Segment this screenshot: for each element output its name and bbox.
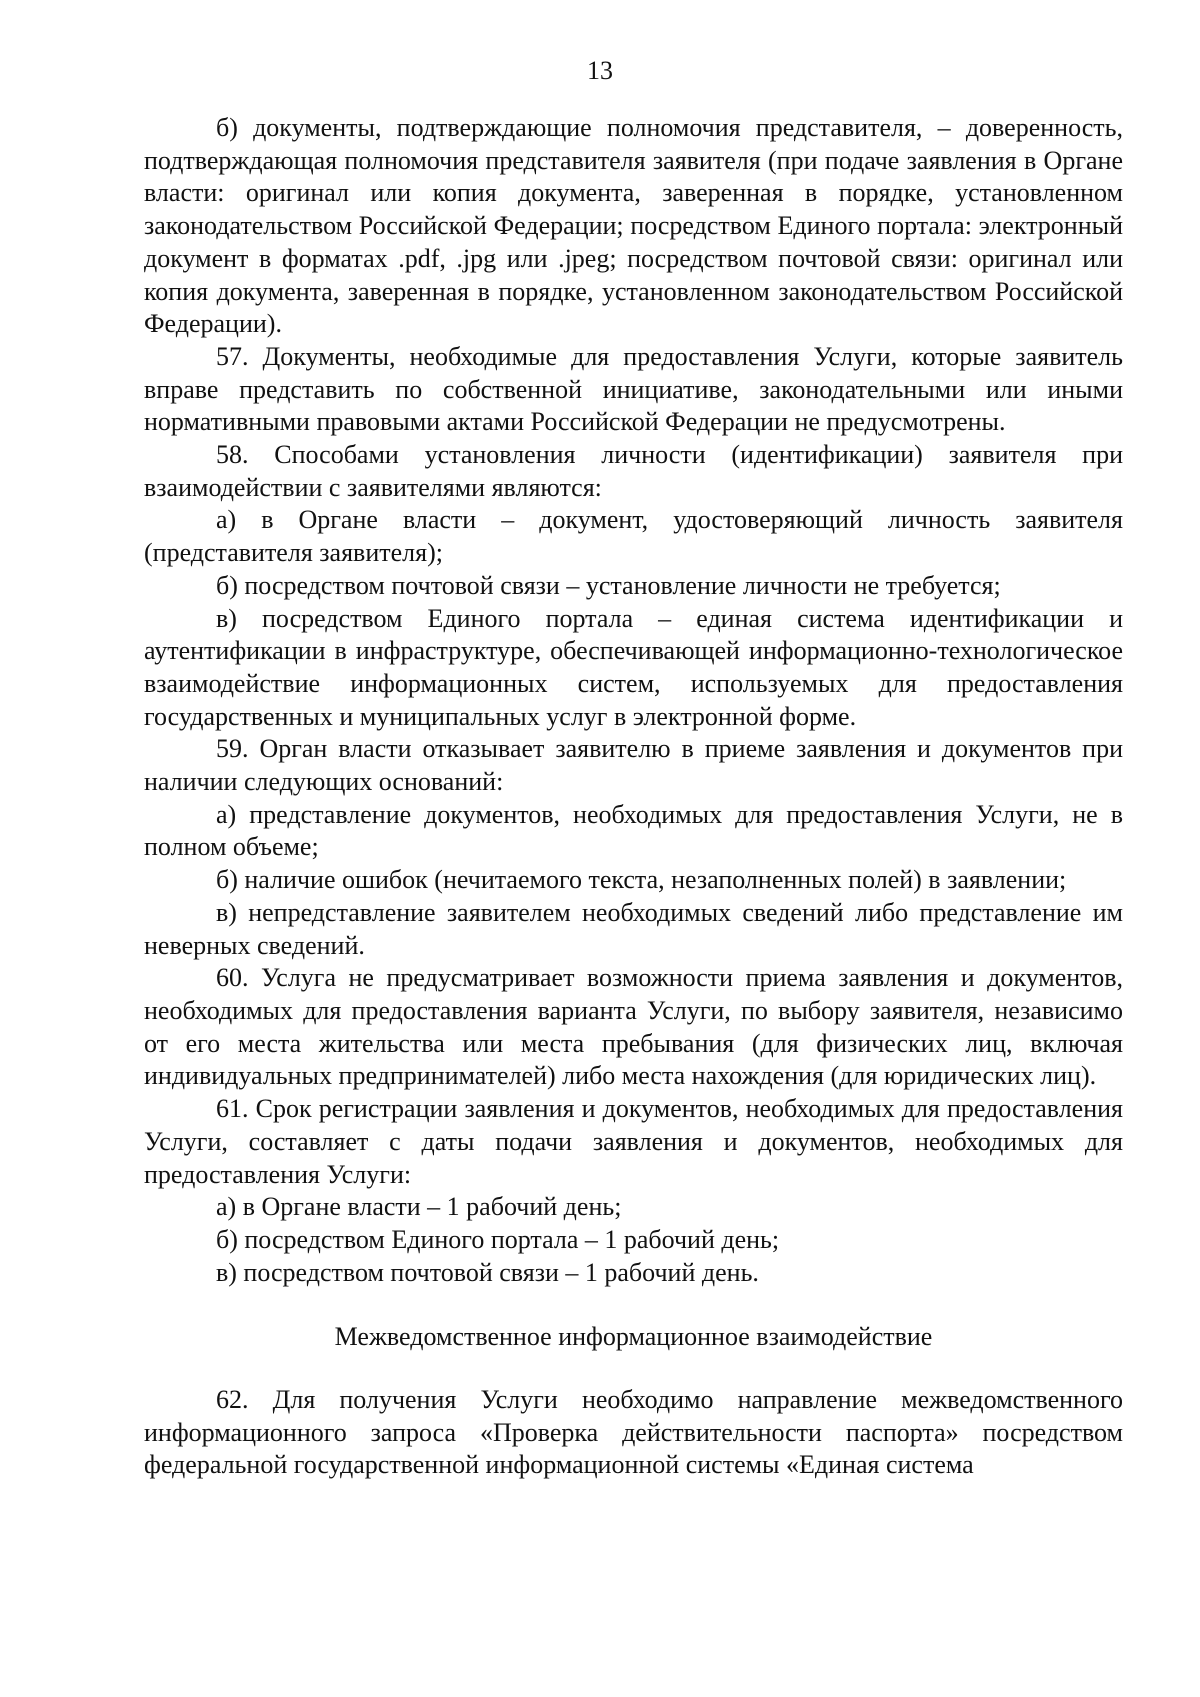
page-number: 13 <box>587 56 613 85</box>
paragraph-61: 61. Срок регистрации заявления и документов, необходимых для предоставления Услуги, составляет с даты подачи заявления и документов, необходимых для предоставления Услуги: <box>144 1094 1123 1189</box>
paragraph-58b: б) посредством почтовой связи – установление личности не требуется; <box>216 570 1001 600</box>
paragraph-61a: а) в Органе власти – 1 рабочий день; <box>216 1192 622 1222</box>
paragraph-59b: б) наличие ошибок (нечитаемого текста, незаполненных полей) в заявлении; <box>216 865 1067 895</box>
paragraph-59: 59. Орган власти отказывает заявителю в приеме заявления и документов при наличии следующих оснований: <box>144 734 1123 797</box>
paragraph-58v: в) посредством Единого портала – единая система идентификации и аутентификации в инфраструктуре, обеспечивающей информационно-технологическое взаимодействие информационных систем, используемых для предоставления государственных и муниципальных услуг в электронной форме. <box>144 603 1123 731</box>
paragraph-62: 62. Для получения Услуги необходимо направление межведомственного информационного запроса «Проверка действительности паспорта» посредством федеральной государственной информационной системы «Единая система <box>144 1385 1123 1480</box>
paragraph-59v: в) непредставление заявителем необходимых сведений либо представление им неверных сведений. <box>144 897 1123 960</box>
paragraph-61v: в) посредством почтовой связи – 1 рабочий день. <box>216 1257 759 1287</box>
paragraph-56b: б) документы, подтверждающие полномочия представителя, – доверенность, подтверждающая полномочия представителя заявителя (при подаче заявления в Органе власти: оригинал или копия документа, заверенная в порядке, установленном законодательством Российской Федерации; посредством Единого портала: электронный документ в форматах .pdf, .jpg или .jpeg; посредством почтовой связи: оригинал или копия документа, заверенная в порядке, установленном законодательством Российской Федерации). <box>144 113 1123 339</box>
paragraph-61b: б) посредством Единого портала – 1 рабочий день; <box>216 1224 780 1254</box>
paragraph-59a: а) представление документов, необходимых для предоставления Услуги, не в полном объеме; <box>144 799 1123 862</box>
paragraph-58: 58. Способами установления личности (идентификации) заявителя при взаимодействии с заявителями являются: <box>144 440 1123 502</box>
paragraph-57: 57. Документы, необходимые для предоставления Услуги, которые заявитель вправе представить по собственной инициативе, законодательными или иными нормативными правовыми актами Российской Федерации не предусмотрены. <box>144 341 1123 437</box>
paragraph-58a: а) в Органе власти – документ, удостоверяющий личность заявителя (представителя заявителя); <box>144 505 1123 568</box>
section-heading: Межведомственное информационное взаимодействие <box>334 1322 933 1352</box>
paragraph-60: 60. Услуга не предусматривает возможности приема заявления и документов, необходимых для предоставления варианта Услуги, по выбору заявителя, независимо от его места жительства или места пребывания (для физических лиц, включая индивидуальных предпринимателей) либо места нахождения (для юридических лиц). <box>144 963 1123 1091</box>
document-body <box>144 112 1123 1482</box>
